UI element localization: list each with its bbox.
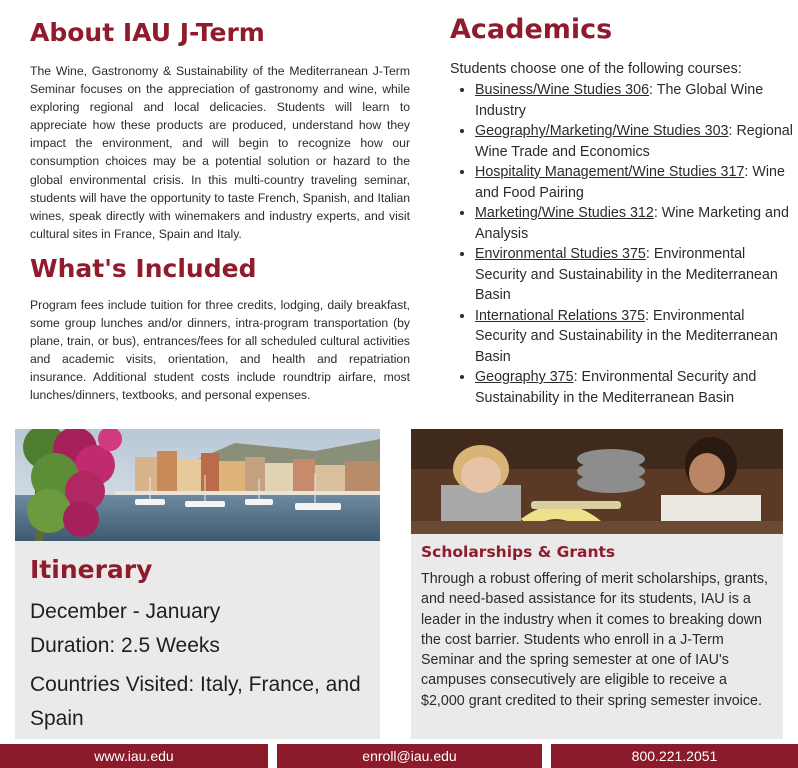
course-item: • Environmental Studies 375: Environmental Security and Sustainability in the Mediterranean Basin bbox=[475, 244, 795, 306]
course-link[interactable]: Marketing/Wine Studies 312 bbox=[475, 205, 654, 221]
course-item: • Geography/Marketing/Wine Studies 303: Regional Wine Trade and Economics bbox=[475, 121, 795, 162]
course-item: • Marketing/Wine Studies 312: Wine Marketing and Analysis bbox=[475, 203, 795, 244]
itinerary-countries: Countries Visited: Italy, France, and Spain bbox=[30, 673, 361, 730]
course-link[interactable]: Geography/Marketing/Wine Studies 303 bbox=[475, 123, 729, 139]
course-title: Environmental Security and Sustainability in the Mediterranean Basin bbox=[475, 369, 757, 406]
course-item: • Hospitality Management/Wine Studies 317: Wine and Food Pairing bbox=[475, 162, 795, 203]
course-title: Environmental Security and Sustainability in the Mediterranean Basin bbox=[475, 246, 778, 303]
course-link[interactable]: Geography 375 bbox=[475, 369, 574, 385]
harbor-photo bbox=[15, 429, 380, 541]
course-item: • Geography 375: Environmental Security and Sustainability in the Mediterranean Basin bbox=[475, 367, 795, 408]
scholarships-text: Through a robust offering of merit scholarships, grants, and need-based assistance for its students, IAU is a leader in the industry when it comes to breaking down the cost barrier. Students who enroll in a J-Term Seminar and the spring semester at one of IAU's campuses consecutively are eligible to receive a $2,000 grant credited to their spring semester invoice. bbox=[421, 571, 769, 709]
footer-phone-link[interactable]: 800.221.2051 bbox=[551, 744, 798, 768]
footer-website-link[interactable]: www.iau.edu bbox=[0, 744, 268, 768]
whats-included-title: What's Included bbox=[30, 254, 257, 283]
course-title: Wine and Food Pairing bbox=[475, 164, 785, 201]
itinerary-title: Itinerary bbox=[30, 555, 153, 584]
scholarships-title: Scholarships & Grants bbox=[421, 543, 616, 561]
academics-intro: Students choose one of the following courses: bbox=[450, 61, 742, 77]
course-link[interactable]: Environmental Studies 375 bbox=[475, 246, 646, 262]
academics-title: Academics bbox=[450, 14, 613, 45]
course-link[interactable]: International Relations 375 bbox=[475, 307, 646, 324]
cooking-class-photo bbox=[411, 429, 783, 534]
itinerary-dates: December - January bbox=[30, 600, 221, 623]
course-title: The Global Wine Industry bbox=[475, 82, 764, 119]
course-link[interactable]: Hospitality Management/Wine Studies 317 bbox=[475, 164, 745, 180]
course-item: • Business/Wine Studies 306: The Global Wine Industry bbox=[475, 80, 795, 121]
course-link[interactable]: Business/Wine Studies 306 bbox=[475, 82, 650, 98]
whats-included-text: Program fees include tuition for three credits, lodging, daily breakfast, some group lunches and/or dinners, intra-program transportation (by plane, train, or bus), entrances/fees for all scheduled cultural activities and academic visits, orientation, and health and repatriation insurance. Additional student costs include roundtrip airfare, most lunches/dinners, textbooks, and personal expenses. bbox=[30, 298, 410, 403]
course-item: • International Relations 375: Environmental Security and Sustainability in the Mediterranean Basin bbox=[475, 306, 795, 368]
itinerary-duration: Duration: 2.5 Weeks bbox=[30, 634, 220, 657]
course-title: Wine Marketing and Analysis bbox=[475, 205, 789, 242]
course-title: Environmental Security and Sustainability in the Mediterranean Basin bbox=[475, 307, 778, 365]
course-title: Regional Wine Trade and Economics bbox=[475, 123, 793, 160]
footer-email-link[interactable]: enroll@iau.edu bbox=[277, 744, 542, 768]
about-text: The Wine, Gastronomy & Sustainability of the Mediterranean J-Term Seminar focuses on the appreciation of gastronomy and wine, while exploring regional and local delicacies. Students will learn to appreciate how these products are produced, understand how they impact the environment, and will begin to recognize how our consumption choices may be a potential solution or hazard to the global environmental crisis. In this multi-country traveling seminar, students will have the opportunity to taste French, Spanish, and Italian wines, speak directly with winemakers and industry experts, and visit cultural sites in France, Spain and Italy. bbox=[30, 64, 410, 241]
course-list bbox=[452, 80, 795, 408]
about-title: About IAU J-Term bbox=[30, 18, 265, 47]
